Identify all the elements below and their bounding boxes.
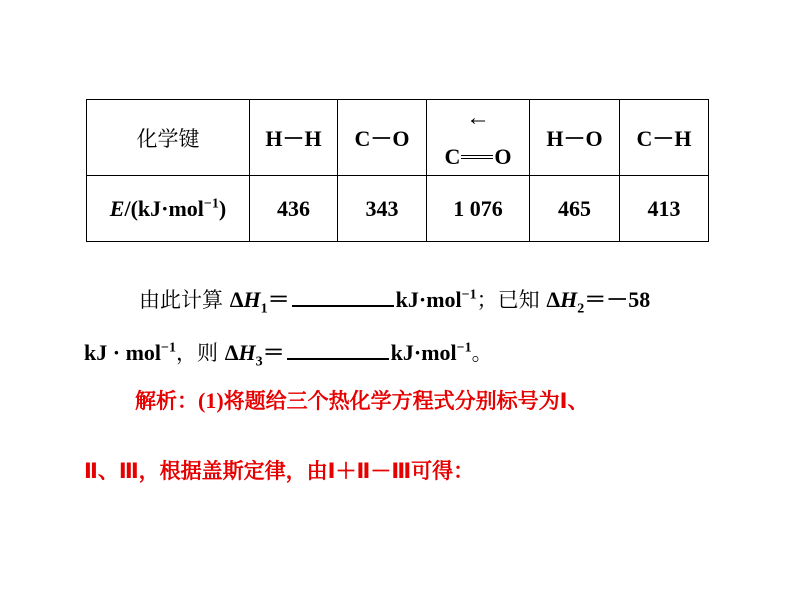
value-c-triple-o: 1 076 <box>427 176 530 242</box>
question-line-2: kJ · mol$^{-1}$，则 $\Delta H_3= kJ\cdot mol^{-1}$。 <box>84 340 493 370</box>
analysis-line-1: 解析：(1)将题给三个热化学方程式分别标号为Ⅰ、 <box>135 388 589 413</box>
value-c-o: 343 <box>338 176 427 242</box>
table-header-label: 化学键 <box>87 100 250 176</box>
answer-blank-2 <box>287 340 389 360</box>
value-h-o: 465 <box>530 176 620 242</box>
energy-unit-label: E/(kJ·mol$^{-1}$) <box>87 176 250 242</box>
bond-c-h: C－H <box>620 100 709 176</box>
bond-h-o: H－O <box>530 100 620 176</box>
analysis-label: 解析： <box>135 389 198 413</box>
analysis-line-2: Ⅱ、Ⅲ，根据盖斯定律，由Ⅰ＋Ⅱ－Ⅲ可得： <box>84 459 475 483</box>
question-line-1: 由此计算 $\Delta H_1= kJ\cdot mol^{-1}$；已知 $\Delta H_2=-58$ <box>139 287 651 317</box>
c-atom: C <box>444 143 461 169</box>
bond-c-o: C－O <box>338 100 427 176</box>
table-value-row <box>87 176 709 242</box>
bond-h-h: H－H <box>250 100 338 176</box>
value-h-h: 436 <box>250 176 338 242</box>
value-c-h: 413 <box>620 176 709 242</box>
bond-c-triple-o <box>427 100 530 176</box>
table-header-row <box>87 100 709 176</box>
coordinate-arrow: ← <box>465 104 490 131</box>
bond-energy-table <box>86 99 709 242</box>
answer-blank-1 <box>292 287 394 307</box>
o-atom: O <box>494 143 512 169</box>
triple-bond <box>460 146 494 168</box>
